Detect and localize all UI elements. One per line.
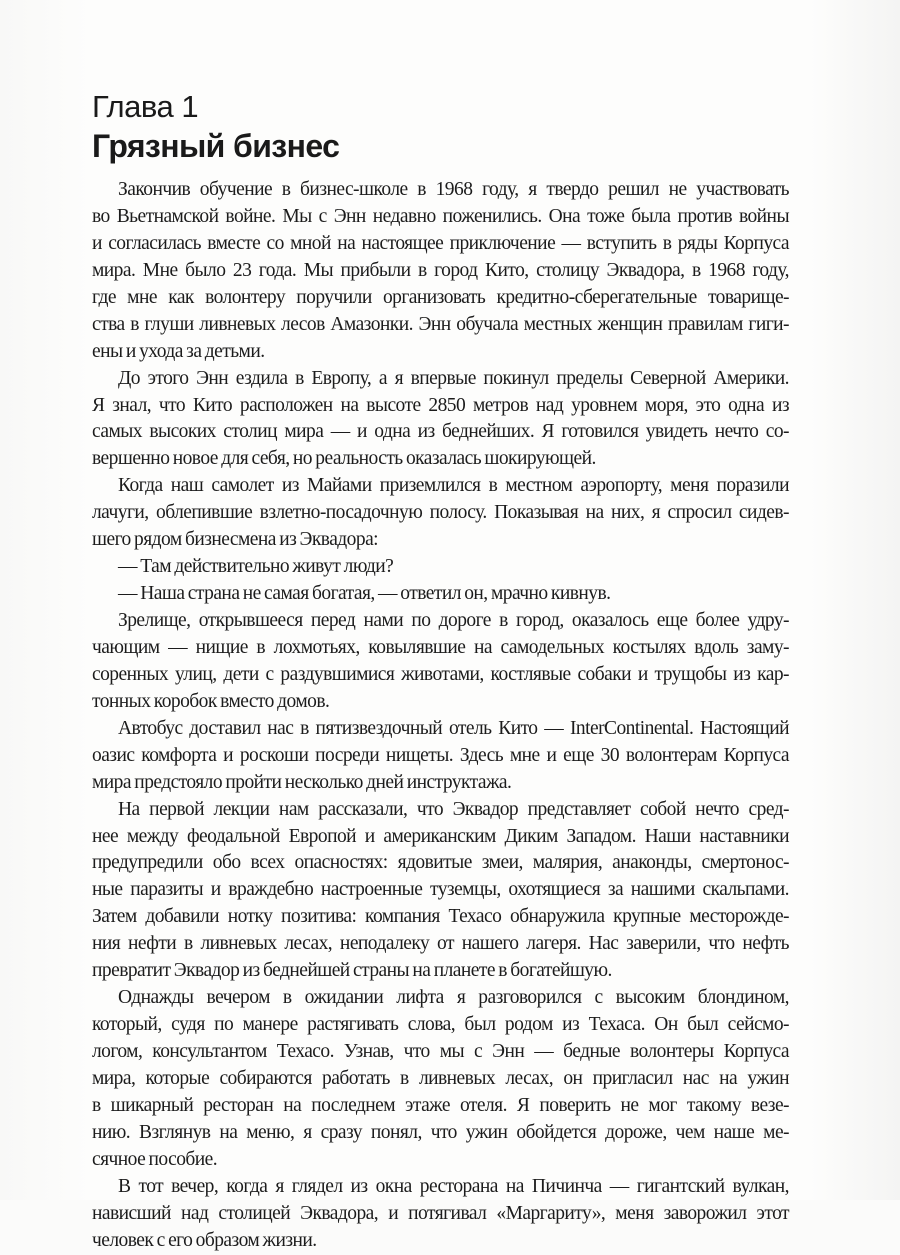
paragraph xyxy=(92,366,789,474)
text-line: Зрелище, открывшееся перед нами по дороге в город, оказалось еще более удру- xyxy=(118,610,789,631)
text-line: превратит Эквадор из беднейшей страны на планете в богатейшую. xyxy=(92,960,612,982)
text-line: нее между феодальной Европой и американским Диким Западом. Наши наставники xyxy=(92,825,789,847)
text-line: шего рядом бизнесмена из Эквадора: xyxy=(92,529,379,551)
text-line: Закончив обучение в бизнес-школе в 1968 году, я твердо решил не участвовать xyxy=(118,179,789,200)
text-line: — Наша страна не самая богатая, — ответил он, мрачно кивнув. xyxy=(118,583,611,605)
paragraph xyxy=(92,554,789,581)
paragraph xyxy=(92,581,789,608)
text-line: ены и ухода за детьми. xyxy=(92,340,265,362)
text-line: мира предстояло пройти несколько дней инструктажа. xyxy=(92,771,512,793)
text-line: Автобус доставил нас в пятизвездочный отель Кито — InterContinental. Настоящий xyxy=(118,717,789,739)
body-text xyxy=(92,177,789,1255)
text-line: мира. Мне было 23 года. Мы прибыли в город Кито, столицу Эквадора, в 1968 году, xyxy=(92,259,789,281)
paragraph xyxy=(92,177,789,366)
text-line: тонных коробок вместо домов. xyxy=(92,690,330,712)
paragraph xyxy=(92,473,789,554)
text-line: предупредили обо всех опасностях: ядовитые змеи, малярия, анаконды, смертонос- xyxy=(92,852,789,874)
text-line: соренных улиц, дети с раздувшимися животами, костлявые собаки и трущобы из кар- xyxy=(92,663,789,685)
text-line: человек с его образом жизни. xyxy=(92,1229,317,1251)
text-line: До этого Энн ездила в Европу, а я впервые покинул пределы Северной Америки. xyxy=(118,367,789,389)
text-line: в шикарный ресторан на последнем этаже отеля. Я поверить не мог такому везе- xyxy=(92,1094,789,1116)
chapter-number: Глава 1 xyxy=(92,89,199,124)
text-line: Затем добавили нотку позитива: компания Техасо обнаружила крупные месторожде- xyxy=(92,906,789,928)
text-line: нию. Взглянув на меню, я сразу понял, что ужин обойдется дороже, чем наше ме- xyxy=(92,1121,789,1143)
text-line: который, судя по манере растягивать слова, был родом из Техаса. Он был сейсмо- xyxy=(92,1014,789,1036)
paragraph xyxy=(92,797,789,986)
chapter-heading xyxy=(92,88,339,166)
paragraph xyxy=(92,1174,789,1255)
paragraph xyxy=(92,608,789,716)
text-line: Я знал, что Кито расположен на высоте 2850 метров над уровнем моря, это одна из xyxy=(92,394,789,416)
text-line: Однажды вечером в ожидании лифта я разговорился с высоким блондином, xyxy=(118,987,789,1009)
text-line: где мне как волонтеру поручили организовать кредитно-сберегательные товарище- xyxy=(92,286,789,308)
text-line: оазис комфорта и роскоши посреди нищеты. Здесь мне и еще 30 волонтерам Корпуса xyxy=(92,744,789,766)
text-line: ные паразиты и враждебно настроенные туземцы, охотящиеся за нашими скальпами. xyxy=(92,879,789,901)
text-line: чающим — нищие в лохмотьях, ковылявшие на самодельных костылях вдоль заму- xyxy=(92,636,789,658)
text-line: В тот вечер, когда я глядел из окна ресторана на Пичинча — гигантский вулкан, xyxy=(118,1175,789,1197)
text-line: во Вьетнамской войне. Мы с Энн недавно поженились. Она тоже была против войны xyxy=(92,205,789,227)
text-line: сячное пособие. xyxy=(92,1148,218,1170)
text-line: нависший над столицей Эквадора, и потягивал «Маргариту», меня заворожил этот xyxy=(92,1202,789,1224)
text-line: логом, консультантом Техасо. Узнав, что мы с Энн — бедные волонтеры Корпуса xyxy=(92,1041,789,1062)
paragraph xyxy=(92,985,789,1174)
text-line: ния нефти в ливневых лесах, неподалеку от нашего лагеря. Нас заверили, что нефть xyxy=(92,933,789,955)
text-line: На первой лекции нам рассказали, что Эквадор представляет собой нечто сред- xyxy=(118,798,789,820)
text-line: лачуги, облепившие взлетно-посадочную полосу. Показывая на них, я спросил сидев- xyxy=(92,502,789,524)
paragraph xyxy=(92,716,789,797)
text-line: — Там действительно живут люди? xyxy=(118,556,394,578)
text-line: мира, которые собираются работать в ливневых лесах, он пригласил нас на ужин xyxy=(92,1067,789,1089)
text-line: самых высоких столиц мира — и одна из беднейших. Я готовился увидеть нечто со- xyxy=(92,421,789,443)
text-line: Когда наш самолет из Майами приземлился в местном аэропорту, меня поразили xyxy=(118,475,789,497)
text-line: вершенно новое для себя, но реальность оказалась шокирующей. xyxy=(92,448,596,470)
text-line: ства в глуши ливневых лесов Амазонки. Энн обучала местных женщин правилам гиги- xyxy=(92,313,789,335)
chapter-title: Грязный бизнес xyxy=(92,128,340,164)
text-line: и согласилась вместе со мной на настоящее приключение — вступить в ряды Корпуса xyxy=(92,232,789,254)
